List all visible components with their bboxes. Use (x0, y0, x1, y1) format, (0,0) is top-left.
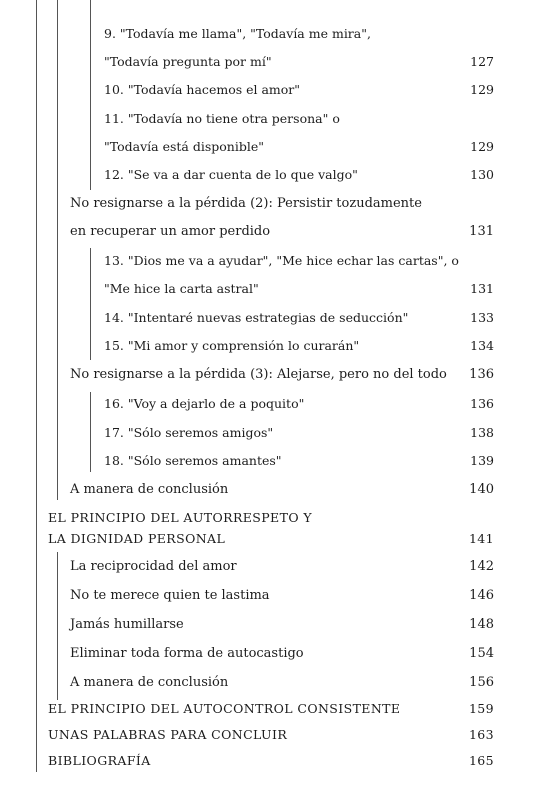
toc-entry-page: 129 (470, 82, 494, 97)
toc-entry-page: 127 (470, 54, 494, 69)
toc-entry-title: La reciprocidad del amor (70, 559, 237, 574)
toc-entry-page: 130 (470, 167, 494, 182)
toc-entry-page: 129 (470, 139, 494, 154)
toc-entry-page: 136 (469, 367, 494, 382)
toc-entry-title: UNAS PALABRAS PARA CONCLUIR (48, 727, 288, 742)
toc-entry-page: 131 (470, 281, 494, 296)
toc-entry-title: No te merece quien te lastima (70, 588, 270, 603)
toc-entry-title: 13. "Dios me va a ayudar", "Me hice echar las cartas", o (104, 253, 459, 268)
toc-entry-title: A manera de conclusión (70, 482, 229, 497)
toc-entry-title: 10. "Todavía hacemos el amor" (104, 82, 301, 97)
toc-entry-title: Jamás humillarse (70, 617, 184, 632)
toc-entry-page: 140 (469, 482, 494, 497)
toc-entry-title: EL PRINCIPIO DEL AUTOCONTROL CONSISTENTE (48, 701, 401, 716)
toc-entry-page: 159 (468, 701, 494, 716)
toc-entry-title: LA DIGNIDAD PERSONAL (48, 531, 226, 546)
toc-entry-title: 18. "Sólo seremos amantes" (104, 453, 282, 468)
toc-entry-page: 146 (469, 588, 494, 603)
toc-entry-page: 139 (470, 453, 494, 468)
toc-entry-title: "Me hice la carta astral" (104, 281, 259, 296)
toc-entry-title: "Todavía está disponible" (104, 139, 264, 154)
subsection-vertical-rule-2 (90, 248, 91, 360)
toc-entry-title: 15. "Mi amor y comprensión lo curarán" (104, 338, 360, 353)
toc-entry-title: No resignarse a la pérdida (2): Persistir tozudamente (70, 196, 422, 211)
toc-entry-page: 163 (468, 727, 494, 742)
toc-entry-title: en recuperar un amor perdido (70, 224, 271, 239)
toc-entry-title: 17. "Sólo seremos amigos" (104, 425, 274, 440)
toc-entry-title: 9. "Todavía me llama", "Todavía me mira", (104, 26, 371, 41)
outer-vertical-rule (36, 0, 37, 772)
toc-entry-page: 131 (469, 224, 494, 239)
toc-entry-page: 156 (469, 675, 494, 690)
toc-entry-title: A manera de conclusión (70, 675, 229, 690)
toc-entry-page: 142 (469, 559, 494, 574)
toc-entry-page: 141 (468, 531, 494, 546)
section-vertical-rule (57, 0, 58, 500)
toc-entry-title: 12. "Se va a dar cuenta de lo que valgo" (104, 167, 358, 182)
toc-entry-page: 133 (470, 310, 494, 325)
toc-entry-page: 138 (470, 425, 494, 440)
toc-entry-page: 165 (468, 753, 494, 768)
toc-entry-title: BIBLIOGRAFÍA (48, 753, 151, 768)
toc-entry-title: 16. "Voy a dejarlo de a poquito" (104, 396, 305, 411)
subsection-vertical-rule-3 (90, 392, 91, 472)
toc-entry-title: No resignarse a la pérdida (3): Alejarse, pero no del todo (70, 367, 447, 382)
toc-entry-page: 148 (469, 617, 494, 632)
subsection-vertical-rule (90, 0, 91, 190)
toc-entry-title: Eliminar toda forma de autocastigo (70, 646, 304, 661)
section-vertical-rule-2 (57, 552, 58, 700)
toc-entry-title: EL PRINCIPIO DEL AUTORRESPETO Y (48, 510, 312, 525)
toc-entry-page: 154 (469, 646, 494, 661)
toc-entry-title: 11. "Todavía no tiene otra persona" o (104, 111, 340, 126)
toc-entry-page: 136 (470, 396, 494, 411)
toc-entry-page: 134 (470, 338, 494, 353)
toc-entry-title: 14. "Intentaré nuevas estrategias de seducción" (104, 310, 409, 325)
toc-entry-title: "Todavía pregunta por mí" (104, 54, 272, 69)
